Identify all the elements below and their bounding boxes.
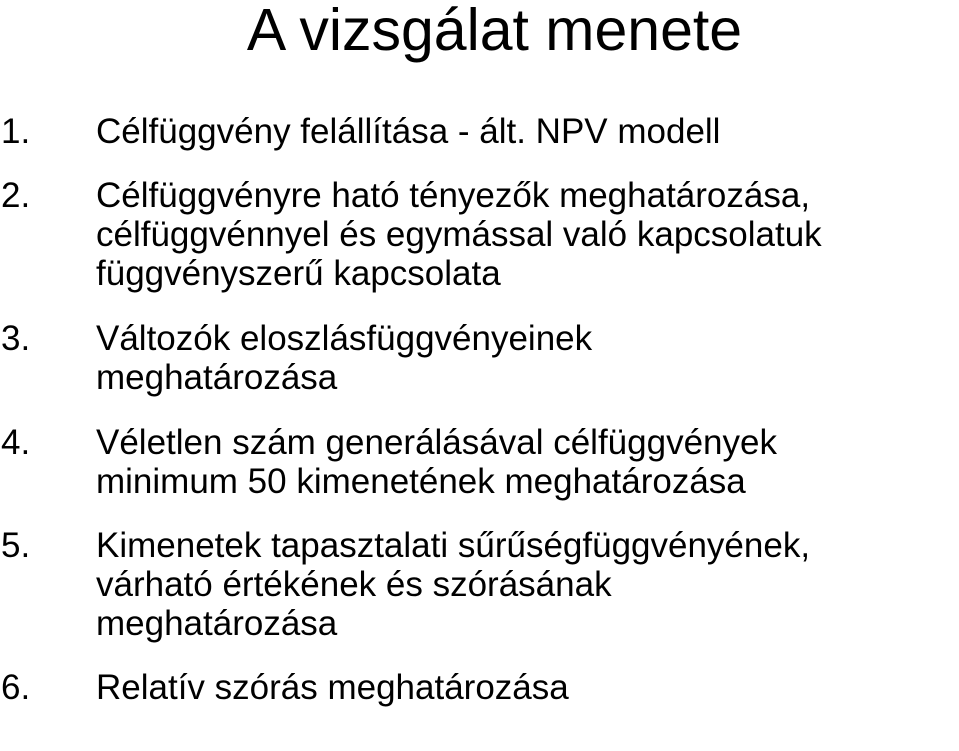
step-number: 6. — [1, 668, 31, 707]
step-number: 1. — [1, 112, 31, 151]
step-item-3 — [0, 319, 959, 397]
step-number: 2. — [1, 176, 31, 215]
step-text-line: minimum 50 kimenetének meghatározása — [96, 462, 746, 501]
step-item-2 — [0, 176, 959, 293]
step-number: 5. — [1, 526, 31, 565]
step-text-line: Változók eloszlásfüggvényeinek — [96, 319, 593, 358]
step-text-line: meghatározása — [96, 604, 338, 643]
step-text-line: Véletlen szám generálásával célfüggvények — [96, 423, 777, 462]
steps-list — [0, 112, 959, 707]
step-item-1 — [0, 112, 959, 151]
step-item-4 — [0, 423, 959, 501]
step-text-line: Célfüggvény felállítása - ált. NPV modell — [96, 112, 721, 151]
slide-title: A vizsgálat menete — [246, 0, 743, 63]
step-item-6 — [0, 668, 959, 707]
step-text-line: Relatív szórás meghatározása — [96, 668, 569, 707]
step-text-line: Kimenetek tapasztalati sűrűségfüggvényének, — [96, 526, 811, 565]
step-item-5 — [0, 526, 959, 643]
step-number: 4. — [1, 423, 31, 462]
step-text-line: várható értékének és szórásának — [96, 565, 612, 604]
step-text-line: Célfüggvényre ható tényezők meghatározása, — [96, 176, 811, 215]
step-number: 3. — [1, 319, 31, 358]
step-text-line: meghatározása — [96, 358, 338, 397]
step-text-line: függvényszerű kapcsolata — [96, 254, 501, 293]
step-text-line: célfüggvénnyel és egymással való kapcsolatuk — [96, 215, 822, 254]
